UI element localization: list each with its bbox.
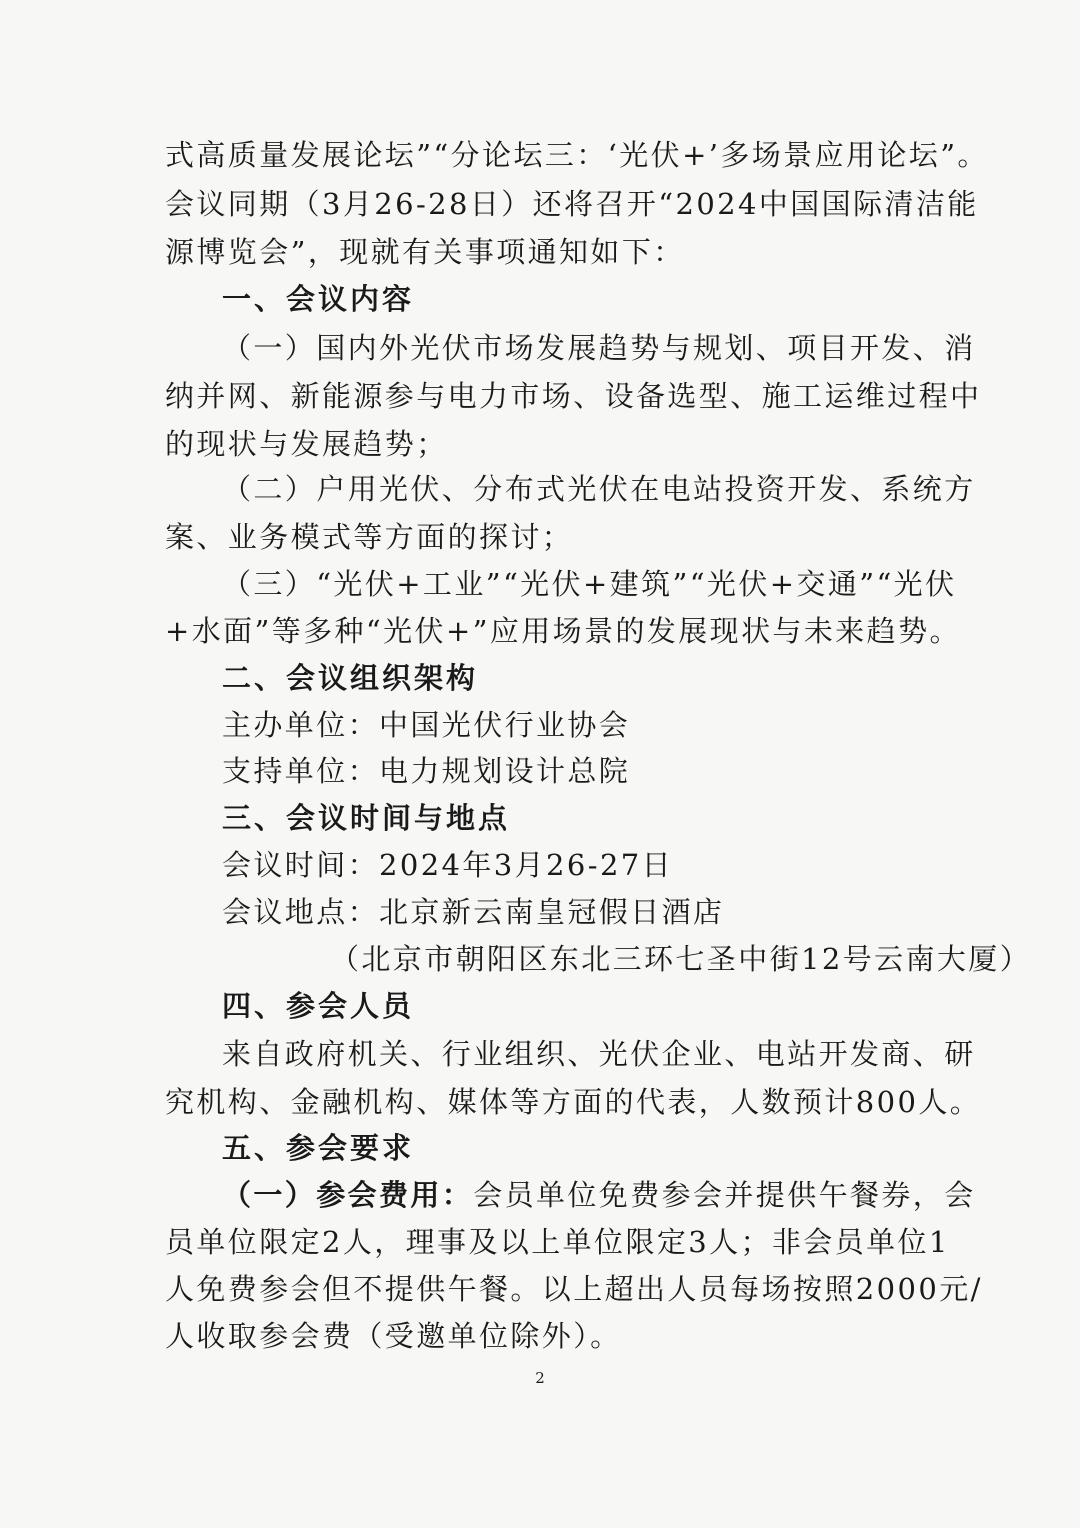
paragraph-line: （一）国内外光伏市场发展趋势与规划、项目开发、消 — [222, 331, 976, 365]
paragraph-line: （三）“光伏+工业”“光伏+建筑”“光伏+交通”“光伏 — [222, 567, 957, 601]
section-heading-3: 三、会议时间与地点 — [222, 801, 511, 835]
paragraph-line: 案、业务模式等方面的探讨； — [165, 520, 574, 554]
fee-paragraph-line — [222, 1176, 976, 1214]
paragraph-line: 会议同期（3月26-28日）还将召开“2024中国国际清洁能 — [165, 187, 979, 221]
paragraph-line: 人收取参会费（受邀单位除外）。 — [165, 1319, 622, 1353]
host-organizer: 主办单位：中国光伏行业协会 — [222, 708, 631, 742]
meeting-time: 会议时间：2024年3月26-27日 — [222, 848, 674, 882]
paragraph-line: 源博览会”，现就有关事项通知如下： — [165, 235, 685, 269]
paragraph-line: 来自政府机关、行业组织、光伏企业、电站开发商、研 — [222, 1037, 976, 1071]
page-number: 2 — [535, 1369, 545, 1387]
paragraph-line: 的现状与发展趋势； — [165, 427, 448, 461]
fee-text: 会员单位免费参会并提供午餐券，会 — [473, 1178, 976, 1212]
venue-address: （北京市朝阳区东北三环七圣中街12号云南大厦） — [330, 942, 1032, 976]
paragraph-line: （二）户用光伏、分布式光伏在电站投资开发、系统方 — [222, 472, 976, 506]
paragraph-line: +水面”等多种“光伏+”应用场景的发展现状与未来趋势。 — [165, 614, 961, 648]
paragraph-line: 式高质量发展论坛”“分论坛三：‘光伏+’多场景应用论坛”。 — [165, 138, 989, 172]
section-heading-4: 四、参会人员 — [222, 989, 415, 1023]
fee-label: （一）参会费用： — [222, 1178, 474, 1212]
supporting-organizer: 支持单位：电力规划设计总院 — [222, 754, 631, 788]
paragraph-line: 员单位限定2人，理事及以上单位限定3人；非会员单位1 — [165, 1225, 950, 1259]
section-heading-1: 一、会议内容 — [222, 282, 415, 316]
paragraph-line: 纳并网、新能源参与电力市场、设备选型、施工运维过程中 — [165, 379, 982, 413]
paragraph-line: 究机构、金融机构、媒体等方面的代表，人数预计800人。 — [165, 1085, 982, 1119]
section-heading-5: 五、参会要求 — [222, 1131, 415, 1165]
section-heading-2: 二、会议组织架构 — [222, 661, 479, 695]
meeting-venue: 会议地点：北京新云南皇冠假日酒店 — [222, 895, 725, 929]
paragraph-line: 人免费参会但不提供午餐。以上超出人员每场按照2000元/ — [165, 1272, 983, 1306]
